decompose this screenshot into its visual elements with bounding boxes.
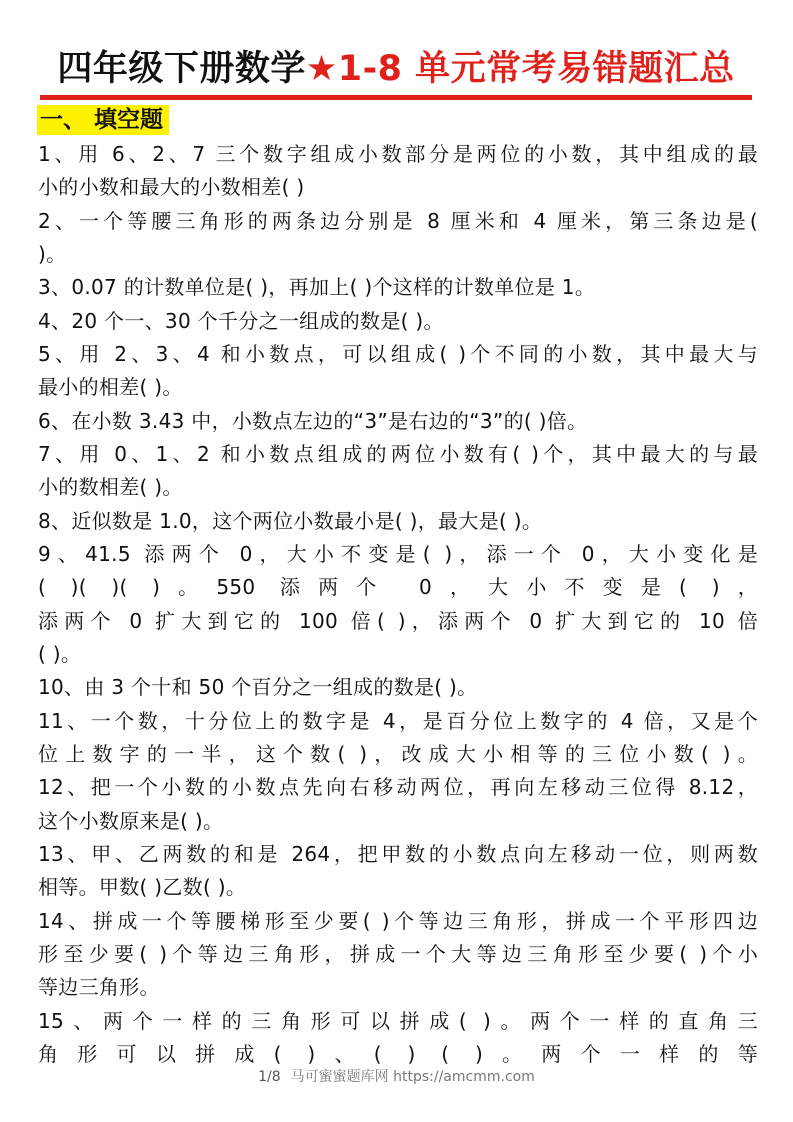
question-line: 8、近似数是 1.0，这个两位小数最小是( )，最大是( )。: [38, 509, 543, 533]
page-footer: [0, 1062, 793, 1092]
question-line: 6、在小数 3.43 中，小数点左边的“3”是右边的“3”的( )倍。: [38, 409, 588, 433]
question-line: 3、0.07 的计数单位是( )，再加上( )个这样的计数单位是 1。: [38, 275, 596, 299]
question-line: 相等。甲数( )乙数( )。: [38, 875, 247, 899]
question-line: 2、一个等腰三角形的两条边分别是 8 厘米和 4 厘米，第三条边是(: [38, 209, 758, 233]
question-line: 角形可以拼成( )、( ) ( )。两个一样的等: [38, 1042, 758, 1066]
question-line: ( )( )( )。550 添两个 0，大小不变是( )，: [38, 575, 758, 599]
title-highlight: ★1-8 单元常考易错题汇总: [305, 49, 735, 89]
question-line: 14、拼成一个等腰梯形至少要( )个等边三角形，拼成一个平形四边: [38, 909, 758, 933]
title-underline: [40, 95, 752, 100]
question-line: 小的数相差( )。: [38, 475, 183, 499]
watermark-text: 马可蜜蜜题库网 https://amcmm.com: [290, 1069, 535, 1085]
question-line: 11、一个数，十分位上的数字是 4，是百分位上数字的 4 倍，又是个: [38, 709, 758, 733]
question-line: 最小的相差( )。: [38, 375, 183, 399]
question-line: 12、把一个小数的小数点先向右移动两位，再向左移动三位得 8.12，: [38, 775, 758, 799]
question-line: 13、甲、乙两数的和是 264，把甲数的小数点向左移动一位，则两数: [38, 842, 758, 866]
question-line: 7、用 0、1、2 和小数点组成的两位小数有( )个，其中最大的与最: [38, 442, 758, 466]
question-line: 位上数字的一半，这个数( )，改成大小相等的三位小数( )。: [38, 742, 758, 766]
section-heading: 一、 填空题: [37, 105, 169, 135]
page-title: [40, 42, 752, 96]
question-line: 小的小数和最大的小数相差( ): [38, 175, 305, 199]
question-line: 添两个 0 扩大到它的 100 倍( )，添两个 0 扩大到它的 10 倍: [38, 609, 758, 633]
question-line: 这个小数原来是( )。: [38, 809, 224, 833]
question-line: 15、两个一样的三角形可以拼成( )。两个一样的直角三: [38, 1009, 758, 1033]
question-line: )。: [38, 242, 67, 266]
question-line: 10、由 3 个十和 50 个百分之一组成的数是( )。: [38, 675, 478, 699]
question-line: 5、用 2、3、4 和小数点，可以组成( )个不同的小数，其中最大与: [38, 342, 758, 366]
question-line: 等边三角形。: [38, 975, 160, 999]
page-number: 1/8: [258, 1069, 281, 1085]
question-line: ( )。: [38, 642, 82, 666]
title-main: 四年级下册数学: [57, 49, 306, 89]
question-line: 4、20 个一、30 个千分之一组成的数是( )。: [38, 309, 444, 333]
question-line: 1、用 6、2、7 三个数字组成小数部分是两位的小数，其中组成的最: [38, 142, 758, 166]
question-line: 9、41.5 添两个 0，大小不变是( )，添一个 0，大小变化是: [38, 542, 758, 566]
question-line: 形至少要( )个等边三角形，拼成一个大等边三角形至少要( )个小: [38, 942, 758, 966]
